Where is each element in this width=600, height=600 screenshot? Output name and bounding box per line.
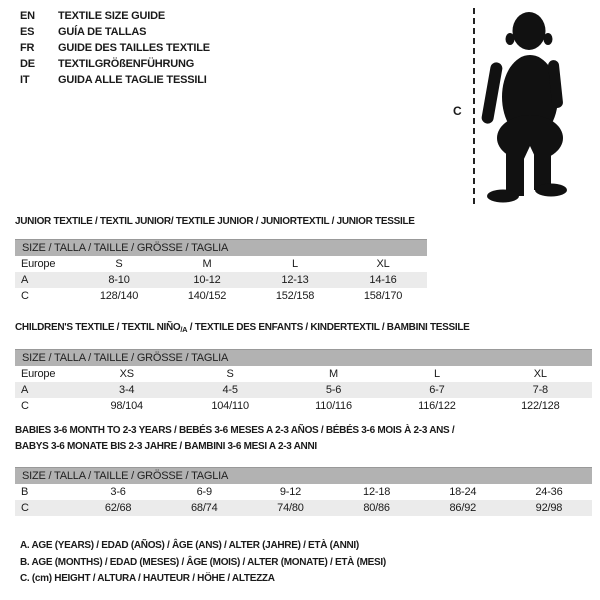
language-code: DE xyxy=(20,58,35,70)
size-table-header: SIZE / TALLA / TAILLE / GRÖSSE / TAGLIA xyxy=(15,467,592,484)
row-label: Europe xyxy=(21,368,56,380)
row-label: C xyxy=(21,290,29,302)
row-label: B xyxy=(21,486,29,498)
table-cell: M xyxy=(329,368,338,380)
legend xyxy=(20,540,386,590)
table-row-height-cm xyxy=(15,500,592,516)
legend-line-b: B. AGE (MONTHS) / EDAD (MESES) / ÂGE (MOIS) / ALTER (MONATE) / ETÀ (MESI) xyxy=(20,556,386,568)
language-row xyxy=(20,72,210,88)
table-cell: L xyxy=(292,258,298,270)
table-cell: 128/140 xyxy=(99,290,139,302)
language-row xyxy=(20,40,210,56)
table-cell: 12-18 xyxy=(363,486,391,498)
children-size-table xyxy=(15,349,592,414)
babies-size-table xyxy=(15,467,592,516)
table-row-age-months xyxy=(15,484,592,500)
table-cell: 24-36 xyxy=(535,486,563,498)
table-cell: 110/116 xyxy=(315,400,352,412)
babies-table-title-line1: BABIES 3-6 MONTH TO 2-3 YEARS / BEBÉS 3-6 MESES A 2-3 AÑOS / BÉBÉS 3-6 MOIS À 2-3 ANS / xyxy=(15,425,455,436)
row-label: C xyxy=(21,400,29,412)
table-cell: 10-12 xyxy=(193,274,221,286)
table-cell: 74/80 xyxy=(277,502,304,514)
size-table-header: SIZE / TALLA / TAILLE / GRÖSSE / TAGLIA xyxy=(15,349,592,366)
table-row-europe xyxy=(15,366,592,382)
table-cell: XS xyxy=(119,368,134,380)
row-label: A xyxy=(21,384,29,396)
table-cell: 6-7 xyxy=(429,384,445,396)
legend-line-a: A. AGE (YEARS) / EDAD (AÑOS) / ÂGE (ANS) / ALTER (JAHRE) / ETÀ (ANNI) xyxy=(20,540,359,551)
table-cell: 140/152 xyxy=(187,290,227,302)
row-label: Europe xyxy=(21,258,56,270)
table-cell: 3-6 xyxy=(110,486,126,498)
size-table-body xyxy=(15,366,592,414)
size-table-body xyxy=(15,256,427,304)
table-cell: 5-6 xyxy=(325,384,342,396)
table-cell: 12-13 xyxy=(281,274,309,286)
table-row-height-cm xyxy=(15,288,427,304)
size-table-body xyxy=(15,484,592,516)
table-cell: 80/86 xyxy=(363,502,390,514)
guide-title-it: GUIDA ALLE TAGLIE TESSILI xyxy=(58,74,207,86)
legend-line-c: C. (cm) HEIGHT / ALTURA / HAUTEUR / HÖHE / ALTEZZA xyxy=(20,573,275,584)
children-title-post: / TEXTILE DES ENFANTS / KINDERTEXTIL / BAMBINI TESSILE xyxy=(187,322,470,333)
table-row-age-years xyxy=(15,272,427,288)
guide-title-es: GUÍA DE TALLAS xyxy=(58,26,147,38)
table-row-age-years xyxy=(15,382,592,398)
table-cell: L xyxy=(433,368,440,380)
table-cell: 7-8 xyxy=(532,384,548,396)
language-code: FR xyxy=(20,42,35,54)
table-cell: 62/68 xyxy=(104,502,132,514)
table-cell: 86/92 xyxy=(449,502,477,514)
table-cell: 6-9 xyxy=(196,486,212,498)
table-cell: 92/98 xyxy=(535,502,563,514)
size-table-header: SIZE / TALLA / TAILLE / GRÖSSE / TAGLIA xyxy=(15,239,427,256)
language-row xyxy=(20,8,210,24)
language-code: ES xyxy=(20,26,35,38)
table-cell: 4-5 xyxy=(222,384,238,396)
table-cell: 68/74 xyxy=(190,502,218,514)
table-cell: XL xyxy=(376,258,390,270)
height-measure-label: C xyxy=(453,104,462,118)
junior-table-title: JUNIOR TEXTILE / TEXTIL JUNIOR/ TEXTILE JUNIOR / JUNIORTEXTIL / JUNIOR TESSILE xyxy=(15,216,415,227)
table-cell: 18-24 xyxy=(449,486,477,498)
children-title-pre: CHILDREN'S TEXTILE / TEXTIL NIÑO xyxy=(15,322,181,333)
table-cell: S xyxy=(115,258,123,270)
table-cell: 98/104 xyxy=(110,400,143,412)
children-table-title xyxy=(15,322,470,334)
guide-title-fr: GUIDE DES TAILLES TEXTILE xyxy=(58,42,210,54)
row-label: C xyxy=(21,502,29,514)
language-list xyxy=(20,8,210,88)
table-cell: 9-12 xyxy=(279,486,302,498)
children-title-subscript: /A xyxy=(180,325,188,334)
table-cell: 8-10 xyxy=(108,274,130,286)
language-code: IT xyxy=(20,74,30,86)
language-row xyxy=(20,24,210,40)
table-cell: 122/128 xyxy=(521,400,560,412)
table-row-europe xyxy=(15,256,427,272)
table-cell: 158/170 xyxy=(363,290,403,302)
language-row xyxy=(20,56,210,72)
language-code: EN xyxy=(20,10,35,22)
junior-size-table xyxy=(15,239,427,304)
table-cell: 14-16 xyxy=(369,274,397,286)
table-cell: 3-4 xyxy=(119,384,135,396)
height-measure-dashed-line xyxy=(473,8,475,204)
row-label: A xyxy=(21,274,29,286)
table-cell: 104/110 xyxy=(211,400,249,412)
table-cell: S xyxy=(226,368,234,380)
table-cell: M xyxy=(202,258,212,270)
table-cell: 152/158 xyxy=(275,290,315,302)
table-cell: XL xyxy=(533,368,547,380)
table-row-height-cm xyxy=(15,398,592,414)
guide-title-en: TEXTILE SIZE GUIDE xyxy=(58,10,166,22)
guide-title-de: TEXTILGRÖßENFÜHRUNG xyxy=(58,58,195,70)
babies-table-title-line2: BABYS 3-6 MONATE BIS 2-3 JAHRE / BAMBINI 3-6 MESI A 2-3 ANNI xyxy=(15,441,317,452)
table-cell: 116/122 xyxy=(418,400,456,412)
